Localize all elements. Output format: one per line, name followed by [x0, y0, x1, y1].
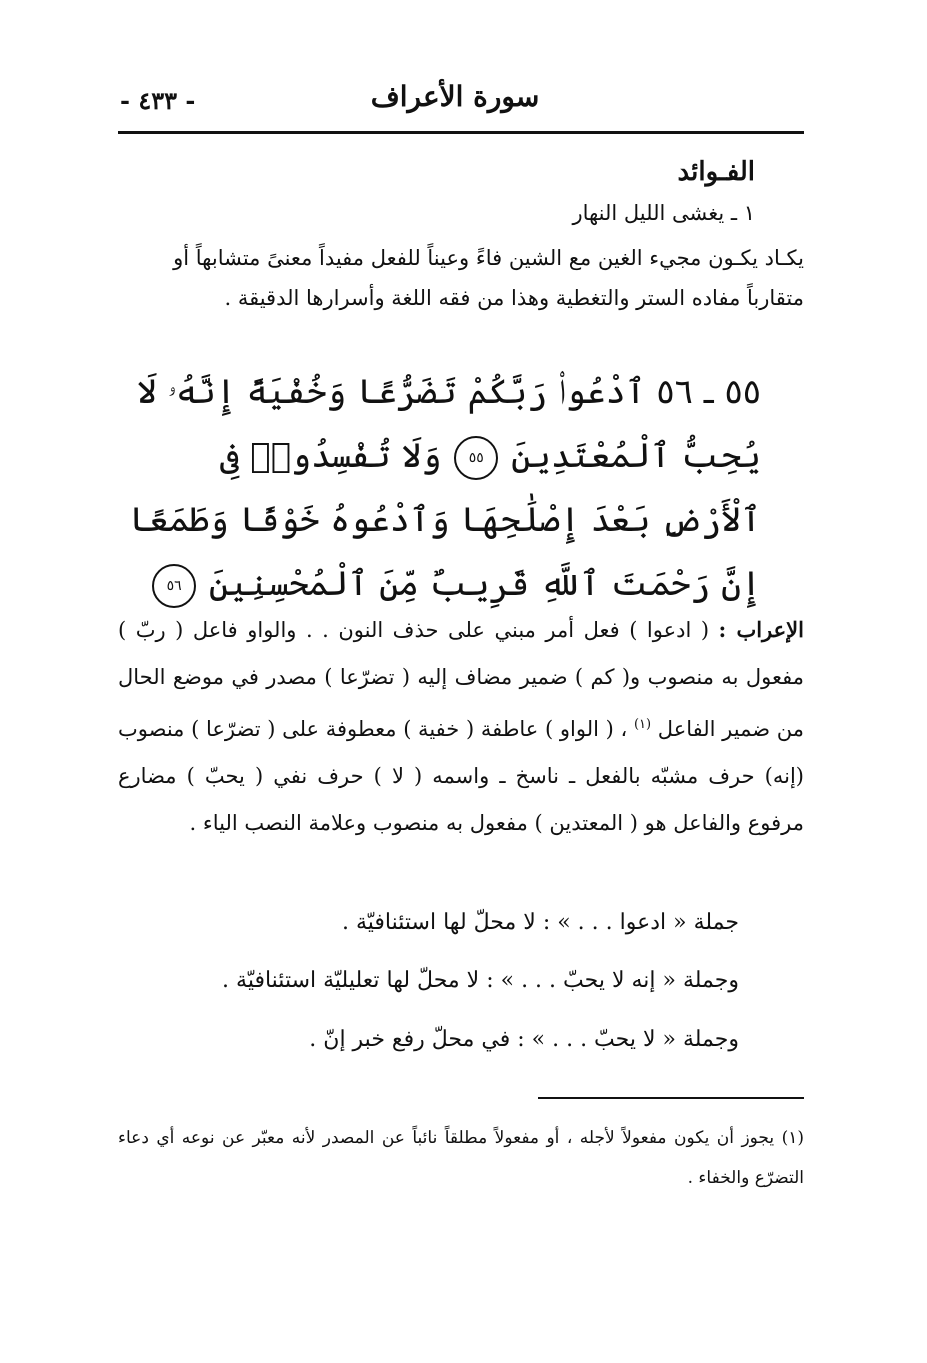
verse-block: [121, 360, 761, 616]
sentence-analysis: وجملة « إنه لا يحبّ . . . » : لا محلّ لها تعليليّة استئنافيّة .: [222, 968, 739, 993]
sentence-analysis: وجملة « لا يحبّ . . . » : في محلّ رفع خبر إنّ .: [309, 1027, 739, 1052]
footnote: (١) يجوز أن يكون مفعولاً لأجله ، أو مفعولاً مطلقاً نائباً عن المصدر لأنه معبّر عن نوعه أي دعاء التضرّع والخفاء .: [118, 1128, 804, 1188]
footnote-divider: [538, 1097, 804, 1099]
page-title: سورة الأعراف: [370, 80, 540, 113]
fawaid-item-title: ١ ـ يغشى الليل النهار: [572, 201, 755, 225]
section-heading-fawaid: الفـوائد: [677, 157, 755, 187]
verse-text: وَلَا تُفْسِدُوا۟ فِى ٱلْأَرْضِ بَعْدَ إِصْلَٰحِهَا وَٱدْعُوهُ خَوْفًا وَطَمَعًا إِنَّ رَحْمَتَ ٱللَّهِ قَرِيبٌ مِّنَ ٱلْمُحْسِنِينَ: [129, 436, 761, 604]
header-divider: [118, 131, 804, 134]
fawaid-paragraph: [118, 238, 804, 318]
page-number: - ٤٣٣ -: [120, 86, 196, 115]
sentence-analysis: جملة « ادعوا . . . » : لا محلّ لها استئنافيّة .: [342, 910, 739, 935]
ayah-end-marker: ٥٦: [152, 564, 196, 608]
irab-text: ( ادعوا ) فعل أمر مبني على حذف النون . . والواو فاعل ( ربّ ) مفعول به منصوب و( كم ) ضمير مضاف إليه ( تضرّعا ) مصدر في موضع الحال من ضمير الفاعل: [118, 618, 805, 741]
fawaid-paragraph-line: يكـاد يكـون مجيء الغين مع الشين فاءً وعيناً للفعل مفيداً معنىً متشابهاً أو: [173, 246, 804, 270]
irab-text: ، ( الواو ) عاطفة ( خفية ) معطوفة على ( تضرّعا ) منصوب (إنه) حرف مشبّه بالفعل ـ ناسخ ـ واسمه ( لا ) حرف نفي ( يحبّ ) مضارع مرفوع والفاعل هو ( المعتدين ) مفعول به منصوب وعلامة النصب الياء .: [118, 717, 804, 835]
ayah-end-marker: ٥٥: [454, 436, 498, 480]
verse-number: ٥٥ ـ ٥٦: [656, 372, 761, 412]
fawaid-paragraph-line: متقارباً مفاده الستر والتغطية وهذا من فقه اللغة وأسرارها الدقيقة .: [224, 286, 804, 310]
irab-label: الإعراب :: [718, 617, 804, 642]
verse-text: ٱدْعُوا۟ رَبَّكُمْ تَضَرُّعًا وَخُفْيَةً إِنَّهُۥ لَا يُحِبُّ ٱلْمُعْتَدِينَ: [136, 372, 761, 476]
irab-paragraph: [118, 606, 804, 847]
footnote-reference: (١): [633, 717, 652, 732]
